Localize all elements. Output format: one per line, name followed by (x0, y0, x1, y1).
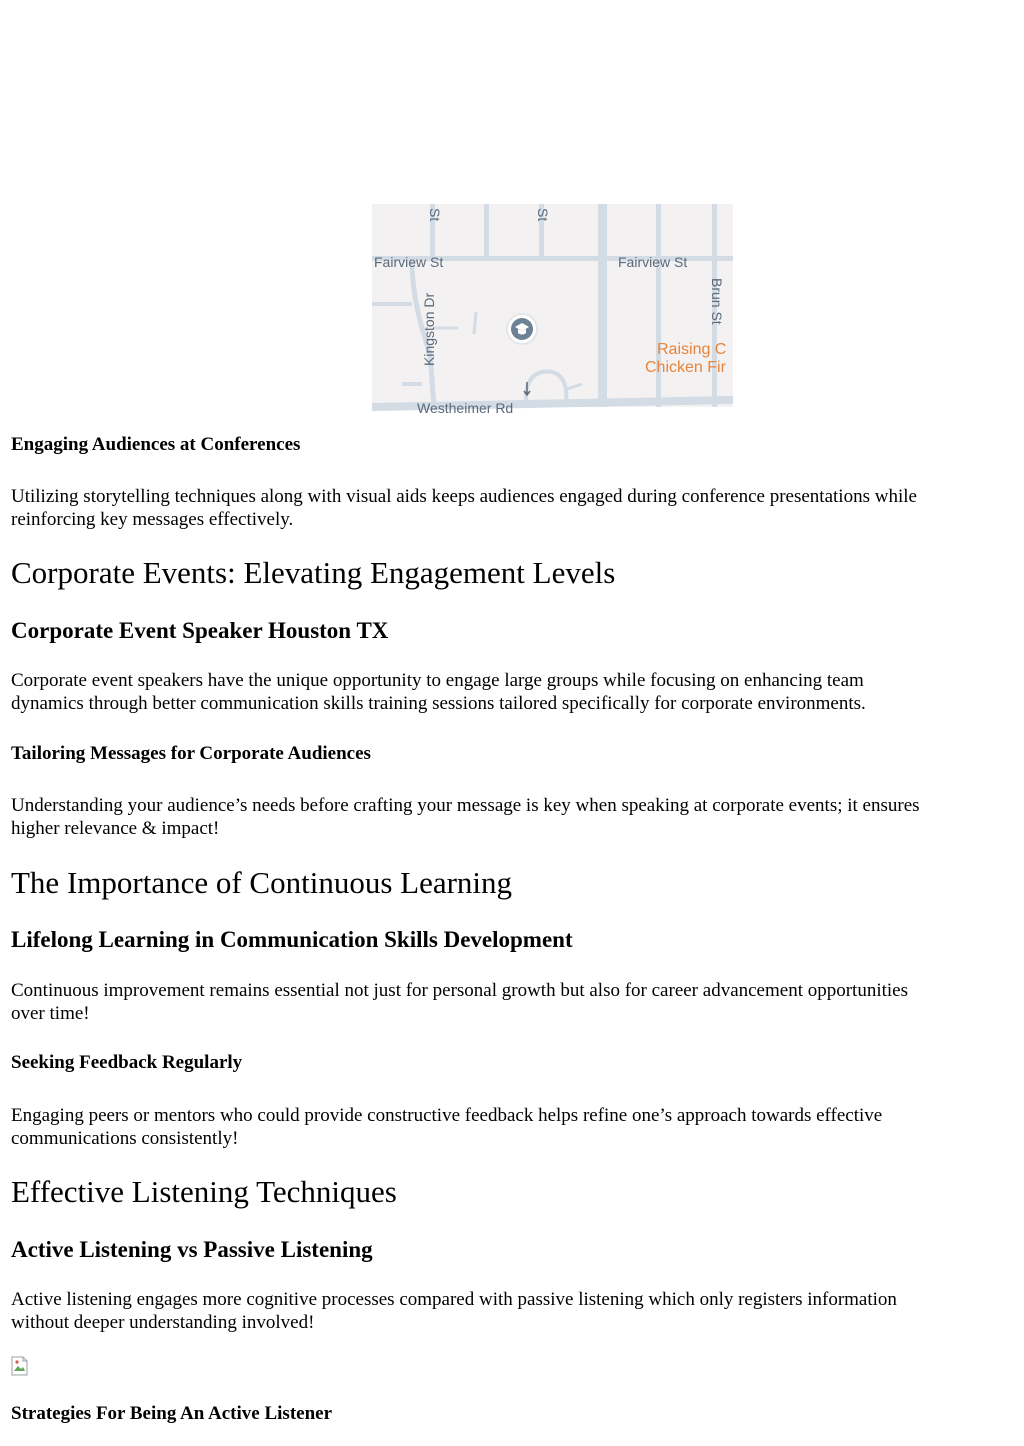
map-label-fairview-1: Fairview St (374, 254, 444, 270)
heading-tailoring-messages: Tailoring Messages for Corporate Audiences (11, 743, 371, 764)
map-image[interactable] (372, 204, 733, 416)
road-side-4 (474, 312, 476, 334)
heading-seeking-feedback: Seeking Feedback Regularly (11, 1052, 243, 1073)
paragraph-line: Corporate event speakers have the unique opportunity to engage large groups while focusing on enhancing team (11, 670, 864, 691)
paragraph-corporate-speaker (11, 669, 1011, 715)
paragraph-lifelong-learning (11, 979, 1011, 1025)
paragraph-line: over time! (11, 1003, 90, 1024)
paragraph-line: Engaging peers or mentors who could provide constructive feedback helps refine one’s approach towards effective (11, 1105, 883, 1126)
heading-engaging-audiences: Engaging Audiences at Conferences (11, 434, 301, 455)
subheading-active-vs-passive: Active Listening vs Passive Listening (11, 1237, 373, 1262)
map-svg (372, 204, 733, 416)
paragraph-line: Utilizing storytelling techniques along with visual aids keeps audiences engaged during conference presentations while (11, 486, 917, 507)
paragraph-line: higher relevance & impact! (11, 818, 220, 839)
paragraph-seeking-feedback (11, 1104, 1011, 1150)
map-poi-label-2[interactable]: Chicken Fir (645, 359, 726, 376)
paragraph-line: Understanding your audience’s needs before crafting your message is key when speaking at corporate events; it ensures (11, 795, 920, 816)
paragraph-line: dynamics through better communication skills training sessions tailored specifically for corporate environments. (11, 693, 866, 714)
paragraph-tailoring-messages (11, 794, 1011, 840)
paragraph-line: communications consistently! (11, 1128, 239, 1149)
paragraph-line: Continuous improvement remains essential not just for personal growth but also for career advancement opportunities (11, 980, 908, 1001)
subheading-corporate-speaker: Corporate Event Speaker Houston TX (11, 618, 389, 643)
road-vertical-5 (656, 204, 661, 407)
heading-active-listener-strategies: Strategies For Being An Active Listener (11, 1403, 333, 1424)
map-label-fairview-2: Fairview St (618, 254, 688, 270)
road-vertical-2 (484, 204, 489, 256)
paragraph-engaging-audiences (11, 485, 1011, 531)
subheading-lifelong-learning: Lifelong Learning in Communication Skills Development (11, 927, 573, 952)
paragraph-line: Active listening engages more cognitive processes compared with passive listening which only registers information (11, 1289, 897, 1310)
map-label-kingston: Kingston Dr (421, 292, 437, 366)
map-label-st-1: St (427, 208, 443, 222)
paragraph-line: reinforcing key messages effectively. (11, 509, 294, 530)
broken-image-icon[interactable] (11, 1356, 31, 1376)
paragraph-active-vs-passive (11, 1288, 1011, 1334)
map-poi-label-1[interactable]: Raising C (657, 341, 727, 358)
map-label-st-2: St (535, 208, 551, 222)
paragraph-line: without deeper understanding involved! (11, 1312, 315, 1333)
heading-effective-listening: Effective Listening Techniques (11, 1174, 397, 1209)
school-icon[interactable] (507, 314, 537, 344)
map-label-brun: Brun St (709, 278, 725, 325)
map-label-westheimer: Westheimer Rd (417, 400, 514, 416)
heading-continuous-learning: The Importance of Continuous Learning (11, 865, 513, 900)
road-vertical-main (598, 204, 607, 407)
heading-corporate-events: Corporate Events: Elevating Engagement Levels (11, 555, 616, 590)
